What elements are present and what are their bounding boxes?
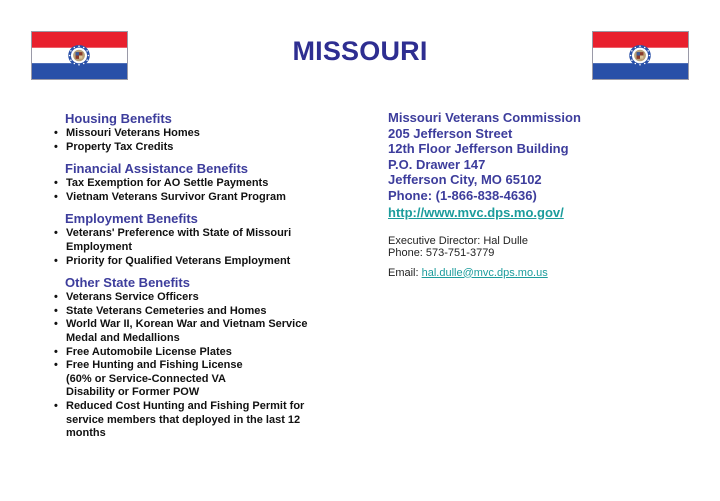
list-item bbox=[52, 141, 352, 155]
section-housing-benefits bbox=[52, 111, 352, 154]
bullet-list bbox=[52, 227, 352, 268]
executive-director: Executive Director: Hal Dulle bbox=[388, 234, 528, 247]
list-item bbox=[52, 177, 352, 191]
email-line bbox=[388, 267, 688, 280]
city-state-zip: Jefferson City, MO 65102 bbox=[388, 172, 542, 188]
organization-name: Missouri Veterans Commission bbox=[388, 110, 581, 125]
bullet-icon: • bbox=[54, 140, 58, 153]
bullet-list bbox=[52, 291, 352, 441]
list-item-text: Priority for Qualified Veterans Employment bbox=[66, 254, 291, 267]
list-item-text: Veterans' Preference with State of Missouri Employment bbox=[66, 227, 292, 253]
section-heading: Other State Benefits bbox=[65, 275, 190, 291]
bullet-list bbox=[52, 127, 352, 154]
director-phone: Phone: 573-751-3779 bbox=[388, 247, 495, 260]
missouri-flag-icon bbox=[592, 31, 689, 80]
bullet-icon: • bbox=[54, 318, 58, 331]
list-item-text: Reduced Cost Hunting and Fishing Permit for service members that deployed in the last 12 months bbox=[66, 399, 305, 440]
section-financial-assistance-benefits bbox=[52, 161, 352, 204]
list-item-text: Vietnam Veterans Survivor Grant Program bbox=[66, 190, 286, 203]
email-link[interactable]: hal.dulle@mvc.dps.mo.us bbox=[421, 266, 548, 279]
section-heading: Financial Assistance Benefits bbox=[65, 161, 249, 177]
list-item bbox=[52, 400, 314, 441]
section-other-state-benefits bbox=[52, 275, 352, 441]
bullet-icon: • bbox=[54, 345, 58, 358]
list-item-text: Free Hunting and Fishing License (60% or Service-Connected VA Disability or Former POW bbox=[66, 359, 243, 399]
bullet-icon: • bbox=[54, 127, 58, 139]
section-employment-benefits bbox=[52, 211, 352, 268]
list-item-text: Free Automobile License Plates bbox=[66, 345, 232, 358]
list-item-text: Missouri Veterans Homes bbox=[66, 127, 200, 139]
list-item bbox=[52, 305, 352, 319]
bullet-icon: • bbox=[54, 359, 58, 372]
bullet-icon: • bbox=[54, 190, 58, 203]
list-item-text: State Veterans Cemeteries and Homes bbox=[66, 304, 267, 317]
benefits-column bbox=[52, 111, 352, 448]
bullet-icon: • bbox=[54, 254, 58, 267]
section-heading: Employment Benefits bbox=[65, 211, 198, 227]
list-item bbox=[52, 255, 352, 269]
bullet-icon: • bbox=[54, 399, 58, 412]
list-item-text: Veterans Service Officers bbox=[66, 291, 199, 304]
building-address: 12th Floor Jefferson Building bbox=[388, 141, 569, 157]
list-item bbox=[52, 318, 334, 345]
bullet-list bbox=[52, 177, 352, 204]
section-heading: Housing Benefits bbox=[65, 111, 172, 126]
phone-number: Phone: (1-866-838-4636) bbox=[388, 187, 537, 203]
list-item bbox=[52, 227, 298, 254]
contact-column bbox=[388, 110, 688, 279]
email-label: Email: bbox=[388, 266, 422, 279]
director-block bbox=[388, 235, 688, 280]
bullet-icon: • bbox=[54, 227, 58, 240]
bullet-icon: • bbox=[54, 291, 58, 304]
list-item-text: Property Tax Credits bbox=[66, 140, 174, 153]
bullet-icon: • bbox=[54, 177, 58, 190]
list-item bbox=[52, 191, 352, 205]
po-box: P.O. Drawer 147 bbox=[388, 156, 486, 172]
list-item-text: Tax Exemption for AO Settle Payments bbox=[66, 177, 269, 190]
bullet-icon: • bbox=[54, 304, 58, 317]
list-item-text: World War II, Korean War and Vietnam Service Medal and Medallions bbox=[66, 318, 308, 344]
street-address: 205 Jefferson Street bbox=[388, 125, 513, 141]
list-item bbox=[52, 359, 266, 400]
list-item bbox=[52, 346, 352, 360]
website-link[interactable]: http://www.mvc.dps.mo.gov/ bbox=[388, 204, 564, 220]
page-title: MISSOURI bbox=[292, 36, 428, 66]
list-item bbox=[52, 127, 352, 141]
list-item bbox=[52, 291, 352, 305]
